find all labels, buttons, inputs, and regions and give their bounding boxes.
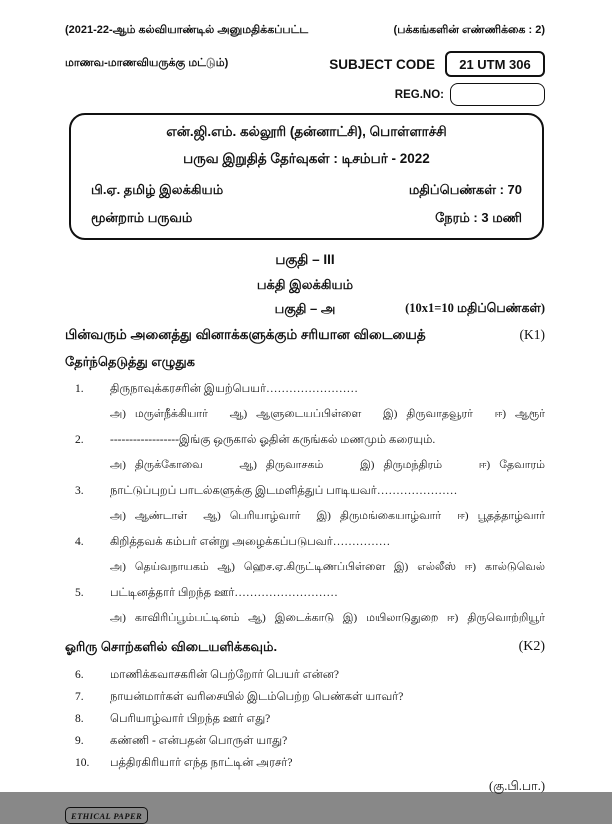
turn-over-note: (கு.பி.பா.)	[489, 779, 545, 793]
subject-code-row	[65, 51, 545, 77]
question-number: 3.	[75, 485, 84, 497]
reg-no-label: REG.NO:	[394, 88, 444, 101]
option: இ) திருமந்திரம்	[360, 459, 443, 471]
question-row	[65, 485, 545, 499]
semester: மூன்றாம் பருவம்	[91, 210, 193, 225]
option: ஈ) திருவொற்றியூர்	[446, 612, 545, 624]
part-a-title: பகுதி – அ	[274, 301, 336, 316]
question-row	[65, 669, 545, 683]
duration: நேரம் : 3 மணி	[435, 210, 522, 225]
question-row	[65, 383, 545, 397]
subject-code-label: SUBJECT CODE	[329, 56, 435, 72]
question-number: 7.	[75, 691, 84, 703]
option: அ) திருக்கோவை	[110, 459, 203, 471]
question-text: நாயன்மார்கள் வரிசையில் இடம்பெற்ற பெண்கள் யாவர்?	[110, 691, 404, 703]
option: இ) எல்லீஸ்	[393, 561, 456, 573]
options-row	[65, 612, 545, 626]
options-row	[65, 561, 545, 575]
option: இ) மயிலாடுதுறை	[342, 612, 439, 624]
question-text: பத்திரகிரியார் எந்த நாட்டின் அரசர்?	[110, 757, 293, 769]
option: ஈ) தேவாரம்	[478, 459, 545, 471]
subject-code-box: 21 UTM 306	[445, 51, 545, 77]
page-count-note: (பக்கங்களின் எண்ணிக்கை : 2)	[393, 24, 545, 36]
instruction-line1: பின்வரும் அனைத்து வினாக்களுக்கும் சரியான விடையைத்	[65, 327, 426, 342]
option: அ) காவிரிப்பூம்பட்டினம்	[110, 612, 240, 624]
option: ஈ) ஆரூர்	[494, 408, 545, 420]
ethical-paper-stamp: ETHICAL PAPER	[65, 807, 148, 824]
question-number: 2.	[75, 434, 84, 446]
options-row	[65, 459, 545, 473]
option: அ) மருள்நீக்கியார்	[110, 408, 208, 420]
options-row	[65, 510, 545, 524]
option: ஆ) திருவாசகம்	[239, 459, 324, 471]
option: இ) திருமங்கையாழ்வார்	[316, 510, 442, 522]
question-number: 9.	[75, 735, 84, 747]
course-marks-row	[91, 182, 522, 199]
question-number: 5.	[75, 587, 84, 599]
instruction-line2: தேர்ந்தெடுத்து எழுதுக	[65, 354, 195, 369]
option: இ) திருவாதவூரர்	[383, 408, 473, 420]
instruction-row	[65, 327, 545, 345]
option: அ) ஆண்டாள்	[110, 510, 188, 522]
part-a-row	[65, 301, 545, 318]
exam-title: பருவ இறுதித் தேர்வுகள் : டிசம்பர் - 2022	[183, 151, 430, 166]
question-text: பெரியாழ்வார் பிறந்த ஊர் எது?	[110, 713, 271, 725]
question-number: 8.	[75, 713, 84, 725]
question-text: கிறித்தவக் கம்பர் என்று அழைக்கப்படுபவர்……………	[110, 536, 391, 548]
question-text: பட்டினத்தார் பிறந்த ஊர்………………………	[110, 587, 338, 599]
course-name: பி.ஏ. தமிழ் இலக்கியம்	[91, 182, 224, 197]
reg-no-row	[65, 83, 545, 106]
question-row	[65, 536, 545, 550]
options-row	[65, 408, 545, 422]
option: ஆ) ஹெச.ஏ.கிருட்டிணப்பிள்ளை	[217, 561, 386, 573]
top-note-line	[65, 24, 545, 38]
part-a-marks: (10x1=10 மதிப்பெண்கள்)	[405, 301, 545, 315]
part-title: பகுதி – III	[275, 252, 335, 267]
question-number: 10.	[75, 757, 90, 769]
question-text: ------------------இங்கு ஒருகால் ஓதின் கருங்கல் மணமும் கரையும்.	[110, 434, 436, 446]
college-name: என்.ஜி.எம். கல்லூரி (தன்னாட்சி), பொள்ளாச்சி	[166, 124, 447, 139]
question-row	[65, 713, 545, 727]
reg-no-box	[450, 83, 545, 106]
academic-year-note: (2021-22-ஆம் கல்வியாண்டில் அனுமதிக்கப்பட்ட	[65, 24, 309, 36]
question-row	[65, 434, 545, 448]
short-answer-heading-row	[65, 639, 545, 656]
k2-tag: (K2)	[518, 639, 545, 654]
option: ஈ) பூதத்தாழ்வார்	[457, 510, 545, 522]
k1-tag: (K1)	[519, 327, 545, 342]
question-row	[65, 735, 545, 749]
question-row	[65, 587, 545, 601]
option: ஆ) பெரியாழ்வார்	[203, 510, 301, 522]
short-answer-heading: ஓரிரு சொற்களில் விடையளிக்கவும்.	[65, 639, 278, 654]
option: ஆ) இடைக்காடு	[248, 612, 335, 624]
question-text: திருநாவுக்கரசரின் இயற்பெயர்……………………	[110, 383, 359, 395]
paper-subject-title: பக்தி இலக்கியம்	[256, 277, 354, 292]
question-text: நாட்டுப்புறப் பாடல்களுக்கு இடமளித்துப் பாடியவர்…………………	[110, 485, 458, 497]
mcq-list	[65, 383, 545, 626]
question-text: கண்ணி - என்பதன் பொருள் யாது?	[110, 735, 288, 747]
question-text: மாணிக்கவாசகரின் பெற்றோர் பெயர் என்ன?	[110, 669, 339, 681]
total-marks: மதிப்பெண்கள் : 70	[408, 182, 522, 197]
question-number: 6.	[75, 669, 84, 681]
students-only-note: மாணவ-மாணவியருக்கு மட்டும்)	[65, 57, 229, 69]
option: ஆ) ஆளுடையப்பிள்ளை	[229, 408, 362, 420]
short-question-list	[65, 669, 545, 771]
question-row	[65, 757, 545, 771]
option: ஈ) கால்டுவெல்	[464, 561, 545, 573]
semester-time-row	[91, 210, 522, 227]
question-number: 4.	[75, 536, 84, 548]
exam-header-box	[69, 113, 544, 240]
question-row	[65, 691, 545, 705]
option: அ) தெய்வநாயகம்	[110, 561, 209, 573]
question-number: 1.	[75, 383, 84, 395]
